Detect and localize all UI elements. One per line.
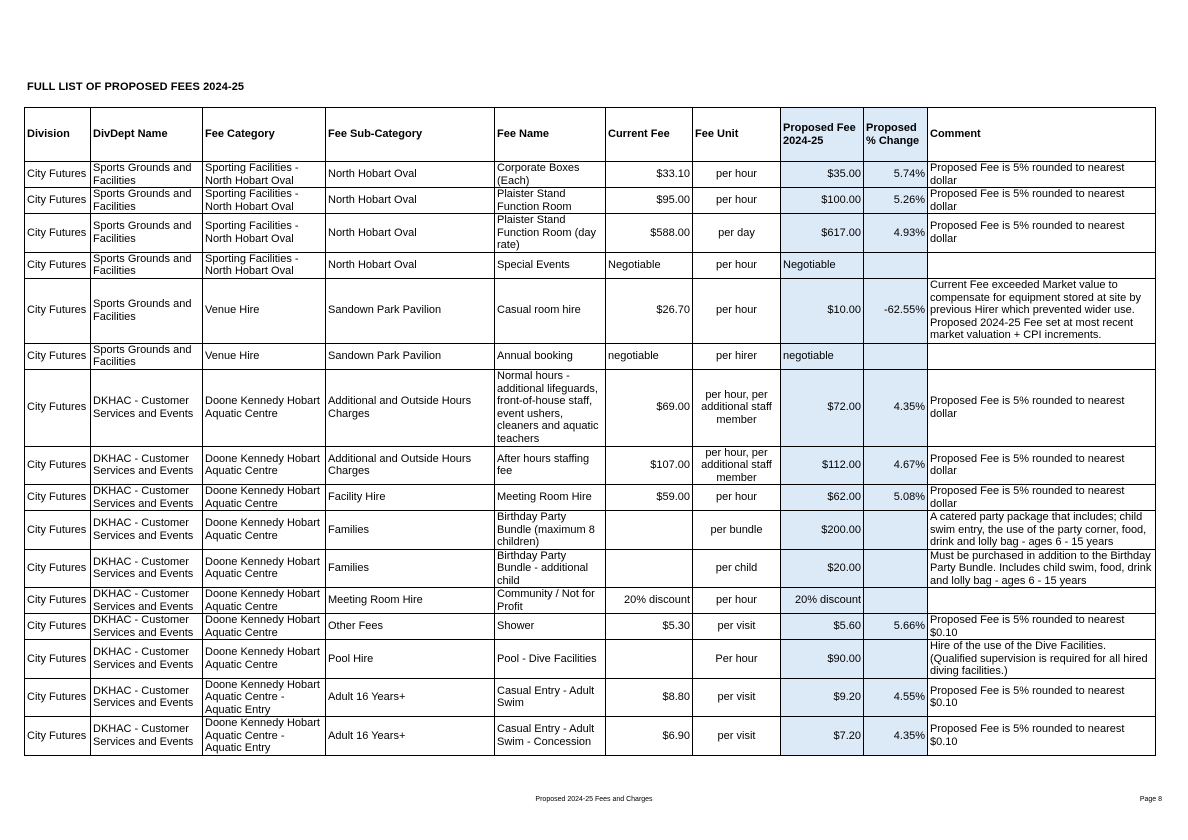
table-row — [25, 678, 1156, 717]
cell-fee-name: Plaister Stand Function Room (day rate) — [495, 214, 606, 253]
column-header-divdept-name: DivDept Name — [91, 108, 203, 162]
cell-division: City Futures — [25, 162, 91, 188]
cell-current-fee: $33.10 — [606, 162, 693, 188]
cell-divdept-name: DKHAC - Customer Services and Events — [91, 614, 203, 640]
table-row — [25, 162, 1156, 188]
cell-current-fee: $26.70 — [606, 278, 693, 343]
cell-fee-unit: per child — [693, 549, 781, 588]
table-row — [25, 549, 1156, 588]
cell-current-fee: $59.00 — [606, 485, 693, 511]
cell-fee-name: Special Events — [495, 252, 606, 278]
cell-division: City Futures — [25, 278, 91, 343]
column-header-comment: Comment — [928, 108, 1156, 162]
cell-proposed-change: 4.35% — [864, 369, 928, 446]
cell-fee-sub-category: North Hobart Oval — [326, 162, 495, 188]
cell-current-fee: $69.00 — [606, 369, 693, 446]
cell-fee-sub-category: Meeting Room Hire — [326, 588, 495, 614]
cell-division: City Futures — [25, 614, 91, 640]
table-row — [25, 188, 1156, 214]
cell-comment: Proposed Fee is 5% rounded to nearest dollar — [928, 369, 1156, 446]
column-header-fee-name: Fee Name — [495, 108, 606, 162]
cell-divdept-name: Sports Grounds and Facilities — [91, 252, 203, 278]
cell-comment: Proposed Fee is 5% rounded to nearest dollar — [928, 188, 1156, 214]
cell-fee-category: Doone Kennedy Hobart Aquatic Centre — [203, 485, 326, 511]
cell-division: City Futures — [25, 446, 91, 485]
cell-divdept-name: Sports Grounds and Facilities — [91, 188, 203, 214]
cell-divdept-name: DKHAC - Customer Services and Events — [91, 549, 203, 588]
cell-divdept-name: Sports Grounds and Facilities — [91, 278, 203, 343]
table-row — [25, 588, 1156, 614]
cell-fee-sub-category: Additional and Outside Hours Charges — [326, 446, 495, 485]
cell-fee-name: Meeting Room Hire — [495, 485, 606, 511]
cell-fee-sub-category: Other Fees — [326, 614, 495, 640]
cell-divdept-name: Sports Grounds and Facilities — [91, 162, 203, 188]
table-row — [25, 485, 1156, 511]
cell-current-fee: Negotiable — [606, 252, 693, 278]
cell-proposed-change: 4.35% — [864, 717, 928, 756]
cell-comment — [928, 588, 1156, 614]
cell-comment — [928, 252, 1156, 278]
cell-fee-sub-category: Families — [326, 549, 495, 588]
cell-fee-name: Pool - Dive Facilities — [495, 640, 606, 679]
cell-proposed-fee: $20.00 — [781, 549, 864, 588]
cell-divdept-name: Sports Grounds and Facilities — [91, 343, 203, 369]
cell-proposed-fee: $10.00 — [781, 278, 864, 343]
cell-proposed-fee: $72.00 — [781, 369, 864, 446]
cell-fee-name: Casual Entry - Adult Swim — [495, 678, 606, 717]
cell-current-fee: $588.00 — [606, 214, 693, 253]
cell-current-fee: $5.30 — [606, 614, 693, 640]
cell-proposed-change: 4.67% — [864, 446, 928, 485]
cell-fee-name: Annual booking — [495, 343, 606, 369]
table-row — [25, 343, 1156, 369]
cell-proposed-fee: $5.60 — [781, 614, 864, 640]
cell-division: City Futures — [25, 717, 91, 756]
cell-proposed-change: 4.93% — [864, 214, 928, 253]
cell-fee-sub-category: Sandown Park Pavilion — [326, 343, 495, 369]
cell-comment: Proposed Fee is 5% rounded to nearest $0.10 — [928, 717, 1156, 756]
cell-division: City Futures — [25, 640, 91, 679]
cell-fee-name: Plaister Stand Function Room — [495, 188, 606, 214]
cell-fee-unit: per day — [693, 214, 781, 253]
cell-proposed-fee: $9.20 — [781, 678, 864, 717]
cell-current-fee: negotiable — [606, 343, 693, 369]
cell-proposed-fee: negotiable — [781, 343, 864, 369]
cell-comment: Current Fee exceeded Market value to compensate for equipment stored at site by previous Hirer which prevented wider use. Proposed 2024-25 Fee set at most recent market valuation + CPI increments. — [928, 278, 1156, 343]
table-row — [25, 446, 1156, 485]
cell-fee-category: Doone Kennedy Hobart Aquatic Centre — [203, 369, 326, 446]
cell-division: City Futures — [25, 511, 91, 550]
cell-comment: Must be purchased in addition to the Birthday Party Bundle. Includes child swim, food, drink and lolly bag - ages 6 - 15 years — [928, 549, 1156, 588]
cell-comment: Proposed Fee is 5% rounded to nearest dollar — [928, 485, 1156, 511]
cell-fee-unit: per hour — [693, 252, 781, 278]
cell-divdept-name: DKHAC - Customer Services and Events — [91, 446, 203, 485]
cell-comment: Proposed Fee is 5% rounded to nearest $0.10 — [928, 678, 1156, 717]
cell-fee-sub-category: North Hobart Oval — [326, 252, 495, 278]
cell-proposed-change: 4.55% — [864, 678, 928, 717]
cell-fee-category: Venue Hire — [203, 343, 326, 369]
cell-fee-unit: per hour — [693, 162, 781, 188]
cell-current-fee — [606, 640, 693, 679]
column-header-division: Division — [25, 108, 91, 162]
footer-document-name: Proposed 2024-25 Fees and Charges — [535, 796, 653, 803]
cell-fee-category: Doone Kennedy Hobart Aquatic Centre — [203, 549, 326, 588]
cell-divdept-name: DKHAC - Customer Services and Events — [91, 369, 203, 446]
cell-division: City Futures — [25, 549, 91, 588]
cell-proposed-change — [864, 588, 928, 614]
cell-fee-sub-category: Families — [326, 511, 495, 550]
cell-fee-sub-category: North Hobart Oval — [326, 214, 495, 253]
cell-proposed-change: 5.66% — [864, 614, 928, 640]
cell-fee-category: Sporting Facilities - North Hobart Oval — [203, 214, 326, 253]
cell-fee-name: Normal hours - additional lifeguards, front-of-house staff, event ushers, cleaners and aquatic teachers — [495, 369, 606, 446]
table-row — [25, 640, 1156, 679]
cell-comment: Proposed Fee is 5% rounded to nearest dollar — [928, 446, 1156, 485]
cell-proposed-fee: $7.20 — [781, 717, 864, 756]
cell-proposed-fee: 20% discount — [781, 588, 864, 614]
cell-proposed-change: -62.55% — [864, 278, 928, 343]
cell-division: City Futures — [25, 588, 91, 614]
cell-fee-name: Corporate Boxes (Each) — [495, 162, 606, 188]
cell-divdept-name: DKHAC - Customer Services and Events — [91, 511, 203, 550]
cell-divdept-name: Sports Grounds and Facilities — [91, 214, 203, 253]
cell-fee-sub-category: Sandown Park Pavilion — [326, 278, 495, 343]
cell-fee-name: Birthday Party Bundle (maximum 8 children) — [495, 511, 606, 550]
column-header-fee-sub-category: Fee Sub-Category — [326, 108, 495, 162]
cell-fee-unit: per hour, per additional staff member — [693, 446, 781, 485]
cell-fee-unit: per hour — [693, 485, 781, 511]
cell-division: City Futures — [25, 214, 91, 253]
table-row — [25, 278, 1156, 343]
cell-divdept-name: DKHAC - Customer Services and Events — [91, 588, 203, 614]
cell-proposed-change: 5.74% — [864, 162, 928, 188]
cell-fee-unit: per hour, per additional staff member — [693, 369, 781, 446]
cell-proposed-fee: $35.00 — [781, 162, 864, 188]
cell-fee-name: After hours staffing fee — [495, 446, 606, 485]
cell-proposed-fee: $112.00 — [781, 446, 864, 485]
cell-fee-sub-category: Adult 16 Years+ — [326, 678, 495, 717]
column-header-current-fee: Current Fee — [606, 108, 693, 162]
cell-current-fee: $107.00 — [606, 446, 693, 485]
column-header-fee-unit: Fee Unit — [693, 108, 781, 162]
cell-proposed-change — [864, 640, 928, 679]
cell-fee-name: Shower — [495, 614, 606, 640]
cell-current-fee — [606, 549, 693, 588]
cell-fee-category: Doone Kennedy Hobart Aquatic Centre - Aquatic Entry — [203, 678, 326, 717]
cell-fee-category: Sporting Facilities - North Hobart Oval — [203, 252, 326, 278]
cell-current-fee: $8.80 — [606, 678, 693, 717]
cell-fee-unit: Per hour — [693, 640, 781, 679]
cell-divdept-name: DKHAC - Customer Services and Events — [91, 640, 203, 679]
cell-proposed-change — [864, 252, 928, 278]
table-row — [25, 511, 1156, 550]
table-row — [25, 369, 1156, 446]
cell-fee-sub-category: Additional and Outside Hours Charges — [326, 369, 495, 446]
cell-fee-category: Venue Hire — [203, 278, 326, 343]
table-row — [25, 252, 1156, 278]
cell-fee-sub-category: North Hobart Oval — [326, 188, 495, 214]
cell-fee-category: Doone Kennedy Hobart Aquatic Centre — [203, 640, 326, 679]
cell-proposed-fee: $200.00 — [781, 511, 864, 550]
cell-fee-category: Sporting Facilities - North Hobart Oval — [203, 162, 326, 188]
cell-fee-category: Doone Kennedy Hobart Aquatic Centre - Aquatic Entry — [203, 717, 326, 756]
cell-current-fee: $95.00 — [606, 188, 693, 214]
table-row — [25, 614, 1156, 640]
table-header-row — [25, 108, 1156, 162]
cell-fee-sub-category: Pool Hire — [326, 640, 495, 679]
cell-fee-category: Doone Kennedy Hobart Aquatic Centre — [203, 446, 326, 485]
cell-fee-name: Casual room hire — [495, 278, 606, 343]
cell-fee-unit: per visit — [693, 717, 781, 756]
column-header-proposed-change: Proposed % Change — [864, 108, 928, 162]
cell-fee-unit: per hirer — [693, 343, 781, 369]
cell-division: City Futures — [25, 343, 91, 369]
cell-division: City Futures — [25, 485, 91, 511]
cell-proposed-fee: $100.00 — [781, 188, 864, 214]
cell-current-fee: $6.90 — [606, 717, 693, 756]
cell-proposed-change — [864, 511, 928, 550]
cell-division: City Futures — [25, 188, 91, 214]
cell-fee-category: Doone Kennedy Hobart Aquatic Centre — [203, 614, 326, 640]
cell-comment: Proposed Fee is 5% rounded to nearest dollar — [928, 162, 1156, 188]
cell-fee-category: Doone Kennedy Hobart Aquatic Centre — [203, 588, 326, 614]
table-row — [25, 717, 1156, 756]
fees-table — [24, 107, 1156, 756]
cell-division: City Futures — [25, 252, 91, 278]
cell-proposed-fee: $617.00 — [781, 214, 864, 253]
table-row — [25, 214, 1156, 253]
cell-comment — [928, 343, 1156, 369]
cell-fee-name: Community / Not for Profit — [495, 588, 606, 614]
cell-fee-sub-category: Facility Hire — [326, 485, 495, 511]
fees-table-body — [25, 162, 1156, 756]
column-header-proposed-fee: Proposed Fee 2024-25 — [781, 108, 864, 162]
cell-comment: A catered party package that includes; child swim entry, the use of the party corner, food, drink and lolly bag - ages 6 - 15 years — [928, 511, 1156, 550]
cell-proposed-change — [864, 343, 928, 369]
cell-fee-unit: per bundle — [693, 511, 781, 550]
cell-divdept-name: DKHAC - Customer Services and Events — [91, 678, 203, 717]
page-number: Page 8 — [1139, 796, 1162, 803]
cell-proposed-change: 5.08% — [864, 485, 928, 511]
cell-division: City Futures — [25, 678, 91, 717]
cell-fee-unit: per hour — [693, 278, 781, 343]
column-header-fee-category: Fee Category — [203, 108, 326, 162]
cell-current-fee: 20% discount — [606, 588, 693, 614]
cell-fee-sub-category: Adult 16 Years+ — [326, 717, 495, 756]
cell-proposed-fee: Negotiable — [781, 252, 864, 278]
cell-comment: Hire of the use of the Dive Facilities. (Qualified supervision is required for all hired diving facilities.) — [928, 640, 1156, 679]
cell-fee-unit: per hour — [693, 588, 781, 614]
cell-proposed-change: 5.26% — [864, 188, 928, 214]
cell-current-fee — [606, 511, 693, 550]
document-title: FULL LIST OF PROPOSED FEES 2024-25 — [27, 81, 245, 93]
cell-fee-unit: per visit — [693, 614, 781, 640]
cell-fee-category: Sporting Facilities - North Hobart Oval — [203, 188, 326, 214]
cell-divdept-name: DKHAC - Customer Services and Events — [91, 717, 203, 756]
cell-fee-name: Casual Entry - Adult Swim - Concession — [495, 717, 606, 756]
cell-proposed-fee: $90.00 — [781, 640, 864, 679]
cell-comment: Proposed Fee is 5% rounded to nearest dollar — [928, 214, 1156, 253]
cell-fee-category: Doone Kennedy Hobart Aquatic Centre — [203, 511, 326, 550]
cell-divdept-name: DKHAC - Customer Services and Events — [91, 485, 203, 511]
cell-proposed-fee: $62.00 — [781, 485, 864, 511]
cell-fee-unit: per visit — [693, 678, 781, 717]
cell-proposed-change — [864, 549, 928, 588]
cell-division: City Futures — [25, 369, 91, 446]
cell-fee-unit: per hour — [693, 188, 781, 214]
cell-fee-name: Birthday Party Bundle - additional child — [495, 549, 606, 588]
cell-comment: Proposed Fee is 5% rounded to nearest $0.10 — [928, 614, 1156, 640]
